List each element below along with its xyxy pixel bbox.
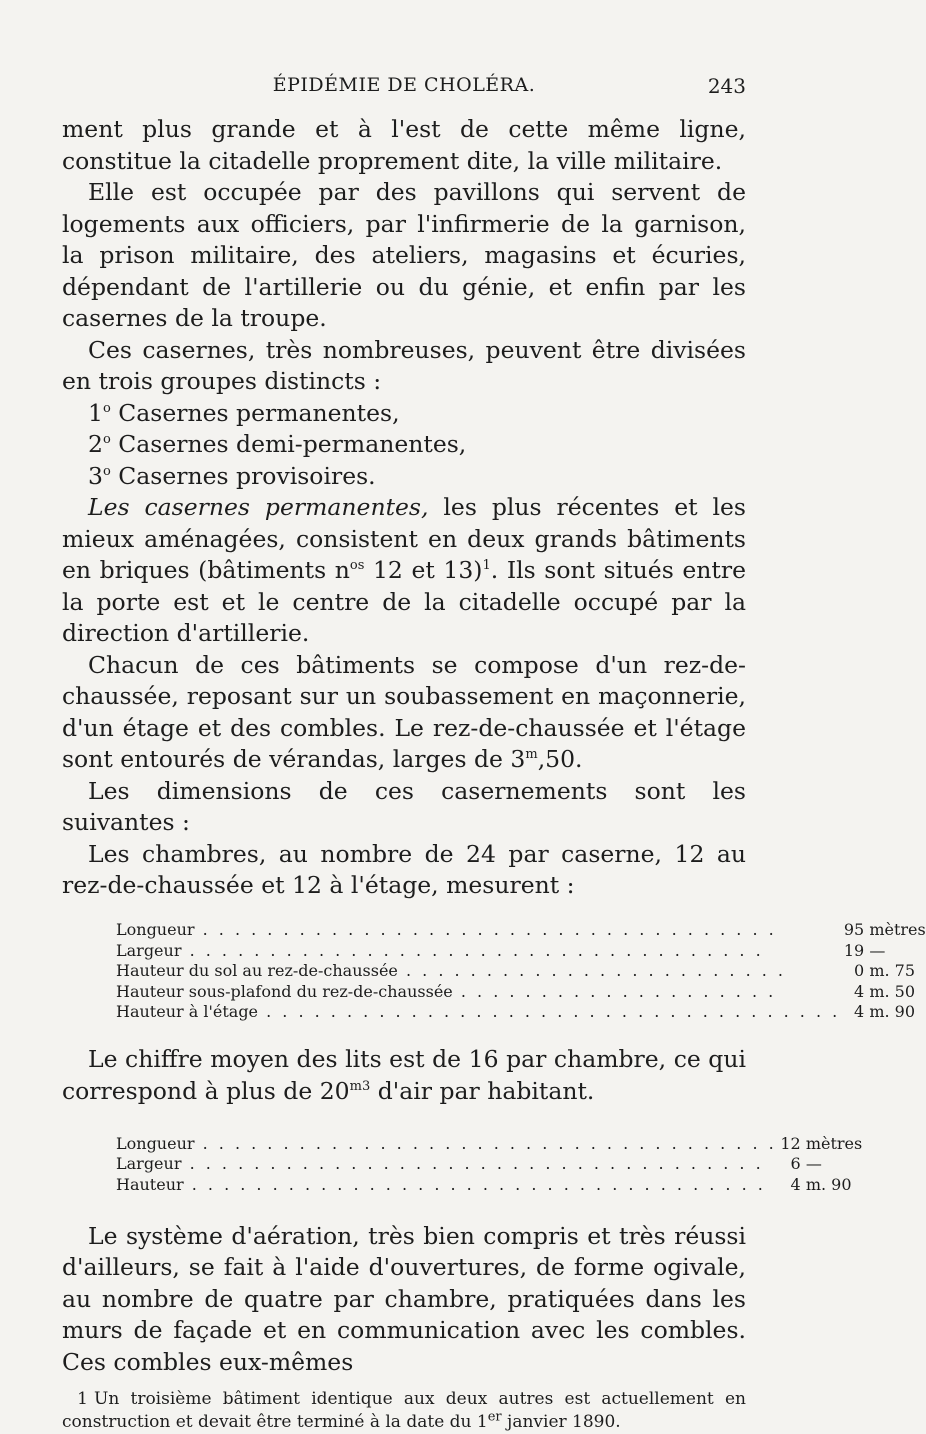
- paragraph-9: Le système d'aération, très bien compris et très réussi d'ailleurs, se fait à l'aide d'ouvertures, de forme ogivale, au nombre de quatre par chambre, pratiquées dans les murs de façade et en communication avec les combles. Ces combles eux-mêmes: [62, 1221, 746, 1376]
- table-row: Hauteur à l'étage . . . . . . . . . . . . . . . . . . . . . . . . . . . . . . . . . . . . 4 m. 90: [116, 1002, 916, 1022]
- table-row: Hauteur du sol au rez-de-chaussée . . . . . . . . . . . . . . . . . . . . . . . . 0 m. 75: [116, 961, 916, 981]
- table-row: Hauteur . . . . . . . . . . . . . . . . . . . . . . . . . . . . . . . . . . . . 4 m. 90: [116, 1174, 852, 1194]
- paragraph-3: Ces casernes, très nombreuses, peuvent être divisées en trois groupes distincts :: [62, 335, 746, 395]
- list-item: 3$^o$ Casernes provisoires.: [88, 461, 376, 490]
- dimensions-table-casernes: [116, 920, 926, 1023]
- list-item-number: 1: [88, 398, 103, 427]
- table-row: Largeur . . . . . . . . . . . . . . . . . . . . . . . . . . . . . . . . . . . . 19 —: [116, 940, 886, 960]
- list-item-number: 2: [88, 430, 103, 458]
- dimensions-table-chambres: [116, 1133, 862, 1195]
- paragraph-7: Les chambres, au nombre de 24 par caserne, 12 au rez-de-chaussée et 12 à l'étage, mesurent :: [62, 839, 746, 899]
- paragraph-6: Les dimensions de ces casernements sont les suivantes :: [62, 776, 746, 836]
- table-row: Longueur . . . . . . . . . . . . . . . . . . . . . . . . . . . . . . . . . . . . 12 mètres: [116, 1133, 863, 1153]
- list-item-text: Casernes provisoires.: [118, 461, 376, 490]
- page-body: [62, 114, 926, 1434]
- list-item-text: Casernes permanentes,: [118, 398, 400, 427]
- list-item: 2$^o$ Casernes demi-permanentes,: [88, 430, 467, 458]
- footnote: 1 Un troisième bâtiment identique aux deux autres est actuellement en construction et devait être terminé à la date du 1er janvier 1890.: [62, 1389, 746, 1432]
- running-title: ÉPIDÉMIE DE CHOLÉRA.: [272, 74, 536, 96]
- paragraph-8: Le chiffre moyen des lits est de 16 par chambre, ce qui correspond à plus de $20^{m3}$ d'air par habitant.: [62, 1045, 746, 1105]
- italic-heading: Les casernes permanentes,: [88, 493, 429, 521]
- paragraph-5: Chacun de ces bâtiments se compose d'un rez-de-chaussée, reposant sur un soubassement en maçonnerie, d'un étage et des combles. Le rez-de-chaussée et l'étage sont entourés de vérandas, larges de 3$^m$,50.: [62, 650, 746, 773]
- table-row: Longueur . . . . . . . . . . . . . . . . . . . . . . . . . . . . . . . . . . . . 95 mètres: [116, 920, 926, 940]
- footnote-reference: 1: [482, 558, 491, 574]
- footnote-mark: 1: [77, 1389, 88, 1409]
- page-header: [62, 74, 746, 104]
- paragraph-2: Elle est occupée par des pavillons qui servent de logements aux officiers, par l'infirmerie de la garnison, la prison militaire, des ateliers, magasins et écuries, dépendant de l'artillerie ou du génie, et enfin par les casernes de la troupe.: [62, 178, 746, 332]
- table-row: Hauteur sous-plafond du rez-de-chaussée . . . . . . . . . . . . . . . . . . . . 4 m. 50: [116, 981, 916, 1001]
- list-item: 1$^o$ Casernes permanentes,: [88, 398, 400, 427]
- paragraph-1: ment plus grande et à l'est de cette même ligne, constitue la citadelle proprement dite, la ville militaire.: [62, 115, 746, 175]
- list-item-number: 3: [88, 461, 103, 490]
- list-item-text: Casernes demi-permanentes,: [118, 430, 467, 458]
- page-number: 243: [707, 74, 746, 98]
- table-row: Largeur . . . . . . . . . . . . . . . . . . . . . . . . . . . . . . . . . . . . 6 —: [116, 1154, 822, 1174]
- paragraph-4: Les casernes permanentes, les plus récentes et les mieux aménagées, consistent en deux grands bâtiments en briques (bâtiments $n^{os}$ 12 et 13)$^1$. Ils sont situés entre la porte est et le centre de la citadelle occupé par la direction d'artillerie.: [62, 493, 746, 647]
